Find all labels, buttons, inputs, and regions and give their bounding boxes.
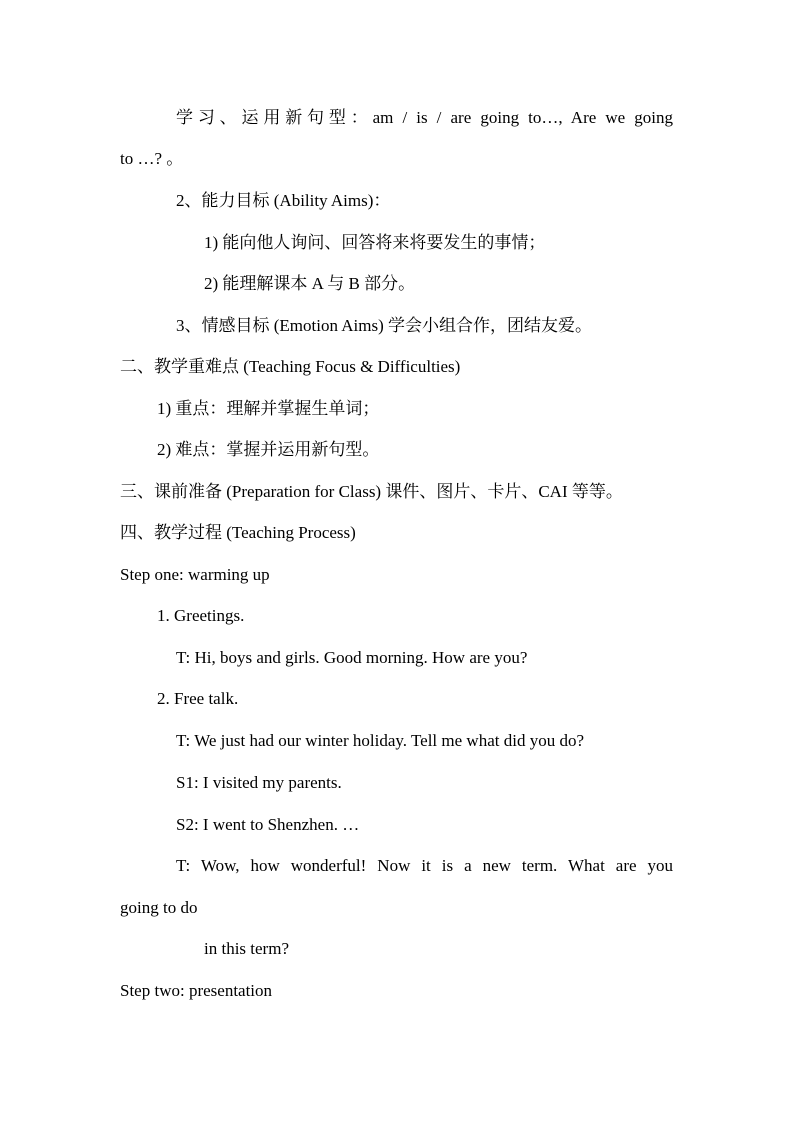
text-line-15: 2. Free talk. (157, 689, 239, 708)
text-line-1: 学习、运用新句型：am / is / are going to…, Are we going (176, 108, 673, 127)
text-line-6: 3、情感目标 (Emotion Aims) 学会小组合作，团结友爱。 (176, 316, 593, 335)
text-line-9: 2) 难点：掌握并运用新句型。 (157, 440, 380, 459)
text-line-16: T: We just had our winter holiday. Tell me what did you do? (176, 731, 584, 750)
text-line-18: S2: I went to Shenzhen. … (176, 815, 360, 834)
text-line-14: T: Hi, boys and girls. Good morning. How are you? (176, 648, 528, 667)
text-line-5: 2) 能理解课本 A 与 B 部分。 (204, 274, 416, 293)
step-two-heading: Step two: presentation (120, 981, 273, 1000)
text-line-19: T: Wow, how wonderful! Now it is a new term. What are you (176, 856, 673, 875)
section-heading-preparation: 三、课前准备 (Preparation for Class) 课件、图片、卡片、CAI 等等。 (120, 482, 623, 501)
section-heading-process: 四、教学过程 (Teaching Process) (120, 523, 356, 542)
text-line-8: 1) 重点：理解并掌握生单词； (157, 399, 380, 418)
text-line-20: going to do (120, 898, 198, 917)
step-one-heading: Step one: warming up (120, 565, 270, 584)
text-line-17: S1: I visited my parents. (176, 773, 342, 792)
text-line-4: 1) 能向他人询问、回答将来将要发生的事情； (204, 233, 546, 252)
text-line-3: 2、能力目标 (Ability Aims)： (176, 191, 391, 210)
section-heading-focus: 二、教学重难点 (Teaching Focus & Difficulties) (120, 357, 461, 376)
text-line-21: in this term? (204, 939, 289, 958)
text-line-2: to …? 。 (120, 149, 184, 168)
text-line-13: 1. Greetings. (157, 606, 245, 625)
